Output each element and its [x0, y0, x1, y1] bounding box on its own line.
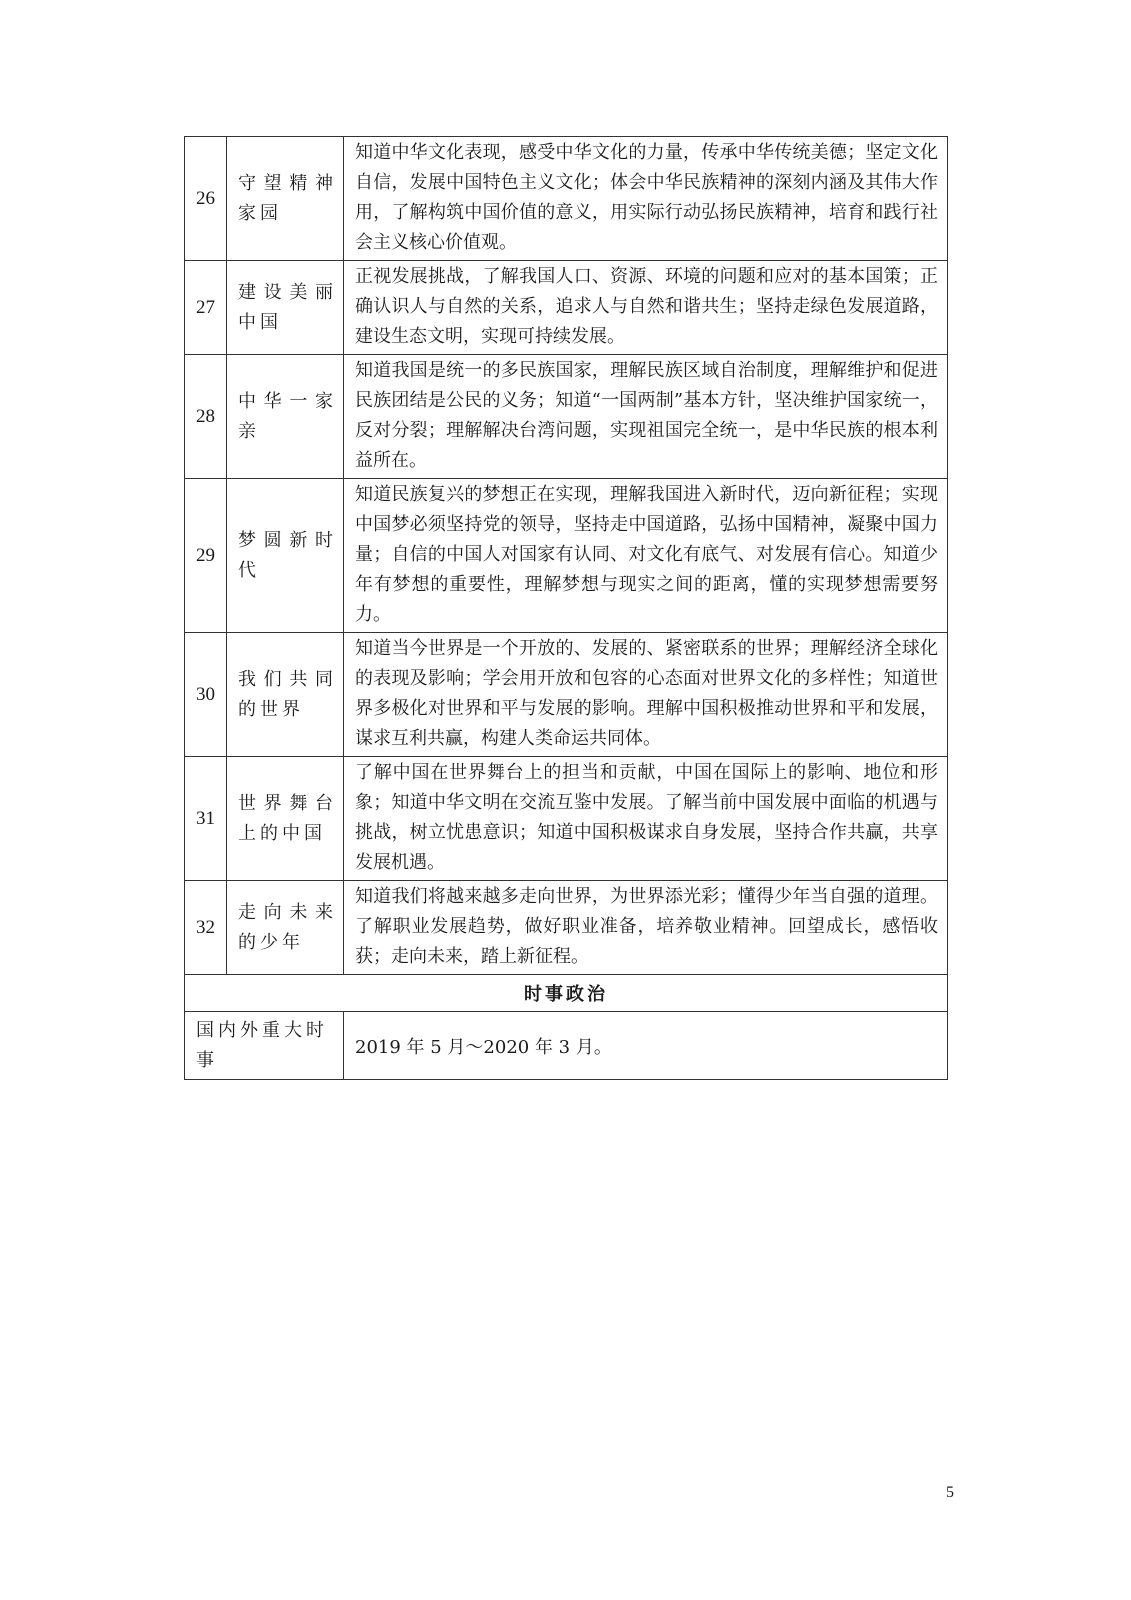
row-topic: 梦圆新时代 — [227, 479, 344, 633]
table-row — [185, 633, 948, 757]
current-events-label: 国内外重大时事 — [185, 1012, 344, 1080]
row-description: 正视发展挑战，了解我国人口、资源、环境的问题和应对的基本国策；正确认识人与自然的关系，追求人与自然和谐共生；坚持走绿色发展道路，建设生态文明，实现可持续发展。 — [344, 261, 948, 355]
table-row — [185, 757, 948, 881]
table-row — [185, 355, 948, 479]
row-number: 31 — [185, 757, 227, 881]
row-topic: 中华一家亲 — [227, 355, 344, 479]
row-number: 27 — [185, 261, 227, 355]
row-topic: 世界舞台上的中国 — [227, 757, 344, 881]
row-topic: 守望精神家园 — [227, 137, 344, 261]
table-row — [185, 137, 948, 261]
row-number: 32 — [185, 881, 227, 975]
current-events-value: 2019 年 5 月～2020 年 3 月。 — [344, 1012, 948, 1080]
row-number: 30 — [185, 633, 227, 757]
row-topic: 走向未来的少年 — [227, 881, 344, 975]
row-description: 知道我国是统一的多民族国家，理解民族区域自治制度，理解维护和促进民族团结是公民的义务；知道“一国两制”基本方针，坚决维护国家统一，反对分裂；理解解决台湾问题，实现祖国完全统一，是中华民族的根本利益所在。 — [344, 355, 948, 479]
row-number: 26 — [185, 137, 227, 261]
row-topic: 我们共同的世界 — [227, 633, 344, 757]
row-number: 29 — [185, 479, 227, 633]
table-row — [185, 479, 948, 633]
syllabus-table — [184, 136, 948, 1080]
row-description: 知道我们将越来越多走向世界，为世界添光彩；懂得少年当自强的道理。了解职业发展趋势，做好职业准备，培养敬业精神。回望成长，感悟收获；走向未来，踏上新征程。 — [344, 881, 948, 975]
table-row — [185, 881, 948, 975]
section-title: 时事政治 — [185, 975, 948, 1012]
current-events-row — [185, 1012, 948, 1080]
row-topic: 建设美丽中国 — [227, 261, 344, 355]
row-description: 知道中华文化表现，感受中华文化的力量，传承中华传统美德；坚定文化自信，发展中国特色主义文化；体会中华民族精神的深刻内涵及其伟大作用，了解构筑中国价值的意义，用实际行动弘扬民族精神，培育和践行社会主义核心价值观。 — [344, 137, 948, 261]
table-row — [185, 261, 948, 355]
page-number: 5 — [946, 1484, 954, 1501]
section-header-row — [185, 975, 948, 1012]
row-description: 知道民族复兴的梦想正在实现，理解我国进入新时代，迈向新征程；实现中国梦必须坚持党的领导，坚持走中国道路，弘扬中国精神，凝聚中国力量；自信的中国人对国家有认同、对文化有底气、对发展有信心。知道少年有梦想的重要性，理解梦想与现实之间的距离，懂的实现梦想需要努力。 — [344, 479, 948, 633]
row-number: 28 — [185, 355, 227, 479]
row-description: 知道当今世界是一个开放的、发展的、紧密联系的世界；理解经济全球化的表现及影响；学会用开放和包容的心态面对世界文化的多样性；知道世界多极化对世界和平与发展的影响。理解中国积极推动世界和平和发展，谋求互利共赢，构建人类命运共同体。 — [344, 633, 948, 757]
row-description: 了解中国在世界舞台上的担当和贡献，中国在国际上的影响、地位和形象；知道中华文明在交流互鉴中发展。了解当前中国发展中面临的机遇与挑战，树立忧患意识；知道中国积极谋求自身发展，坚持合作共赢，共享发展机遇。 — [344, 757, 948, 881]
